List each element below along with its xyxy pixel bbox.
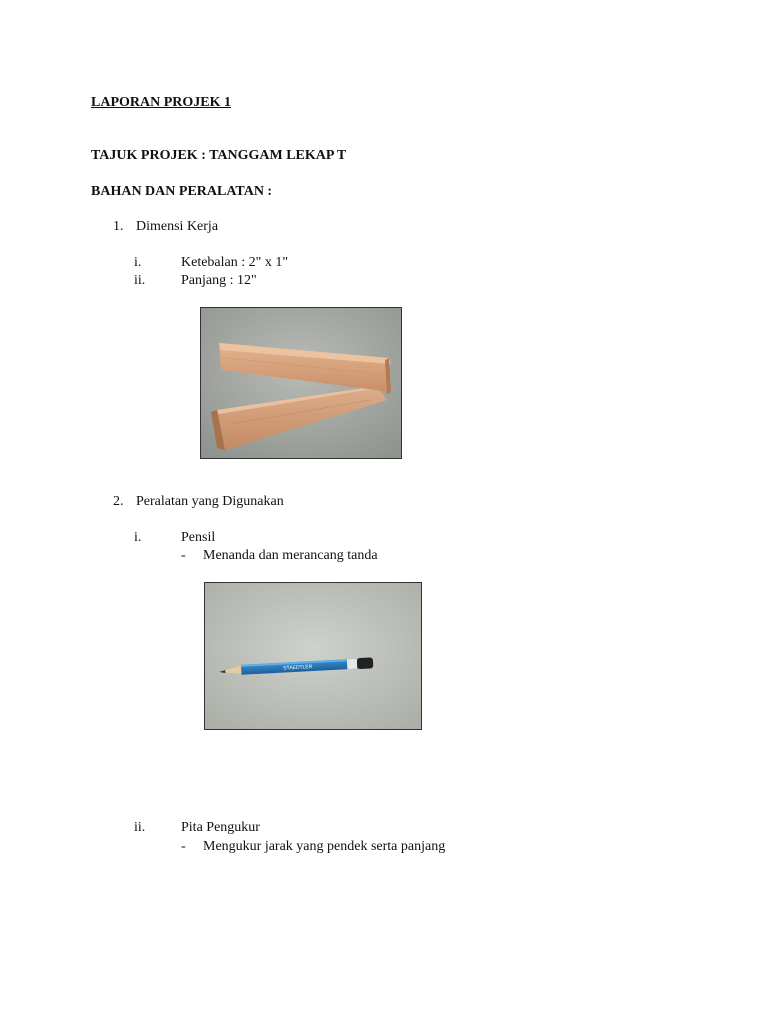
project-title: TAJUK PROJEK : TANGGAM LEKAP T <box>91 148 347 163</box>
section-1-number: 1. <box>113 219 124 234</box>
section-2-number: 2. <box>113 494 124 509</box>
materials-heading: BAHAN DAN PERALATAN : <box>91 184 273 199</box>
section-1-item-2-numeral: ii. <box>134 273 146 288</box>
section-2-heading: Peralatan yang Digunakan <box>136 494 284 509</box>
section-2-item-2-numeral: ii. <box>134 820 146 835</box>
section-2-item-1-detail: Menanda dan merancang tanda <box>203 548 378 563</box>
section-2-item-1-text: Pensil <box>181 530 216 545</box>
pencil-brand-label: STAEDTLER <box>283 664 313 672</box>
section-1-heading: Dimensi Kerja <box>136 219 219 234</box>
section-1-item-2-text: Panjang : 12" <box>181 273 257 288</box>
wood-blocks-illustration <box>201 308 401 458</box>
section-1-item-1-text: Ketebalan : 2" x 1" <box>181 255 289 270</box>
section-2-item-2-text: Pita Pengukur <box>181 820 260 835</box>
section-2-item-1-bullet: - <box>181 548 186 563</box>
section-2-item-1-numeral: i. <box>134 530 142 545</box>
section-1-item-1-numeral: i. <box>134 255 142 270</box>
pencil-illustration <box>205 583 421 729</box>
pencil-photo <box>204 582 422 730</box>
wood-blocks-photo <box>200 307 402 459</box>
section-2-item-2-detail: Mengukur jarak yang pendek serta panjang <box>203 839 446 854</box>
section-2-item-2-bullet: - <box>181 839 186 854</box>
document-title: LAPORAN PROJEK 1 <box>91 95 231 110</box>
